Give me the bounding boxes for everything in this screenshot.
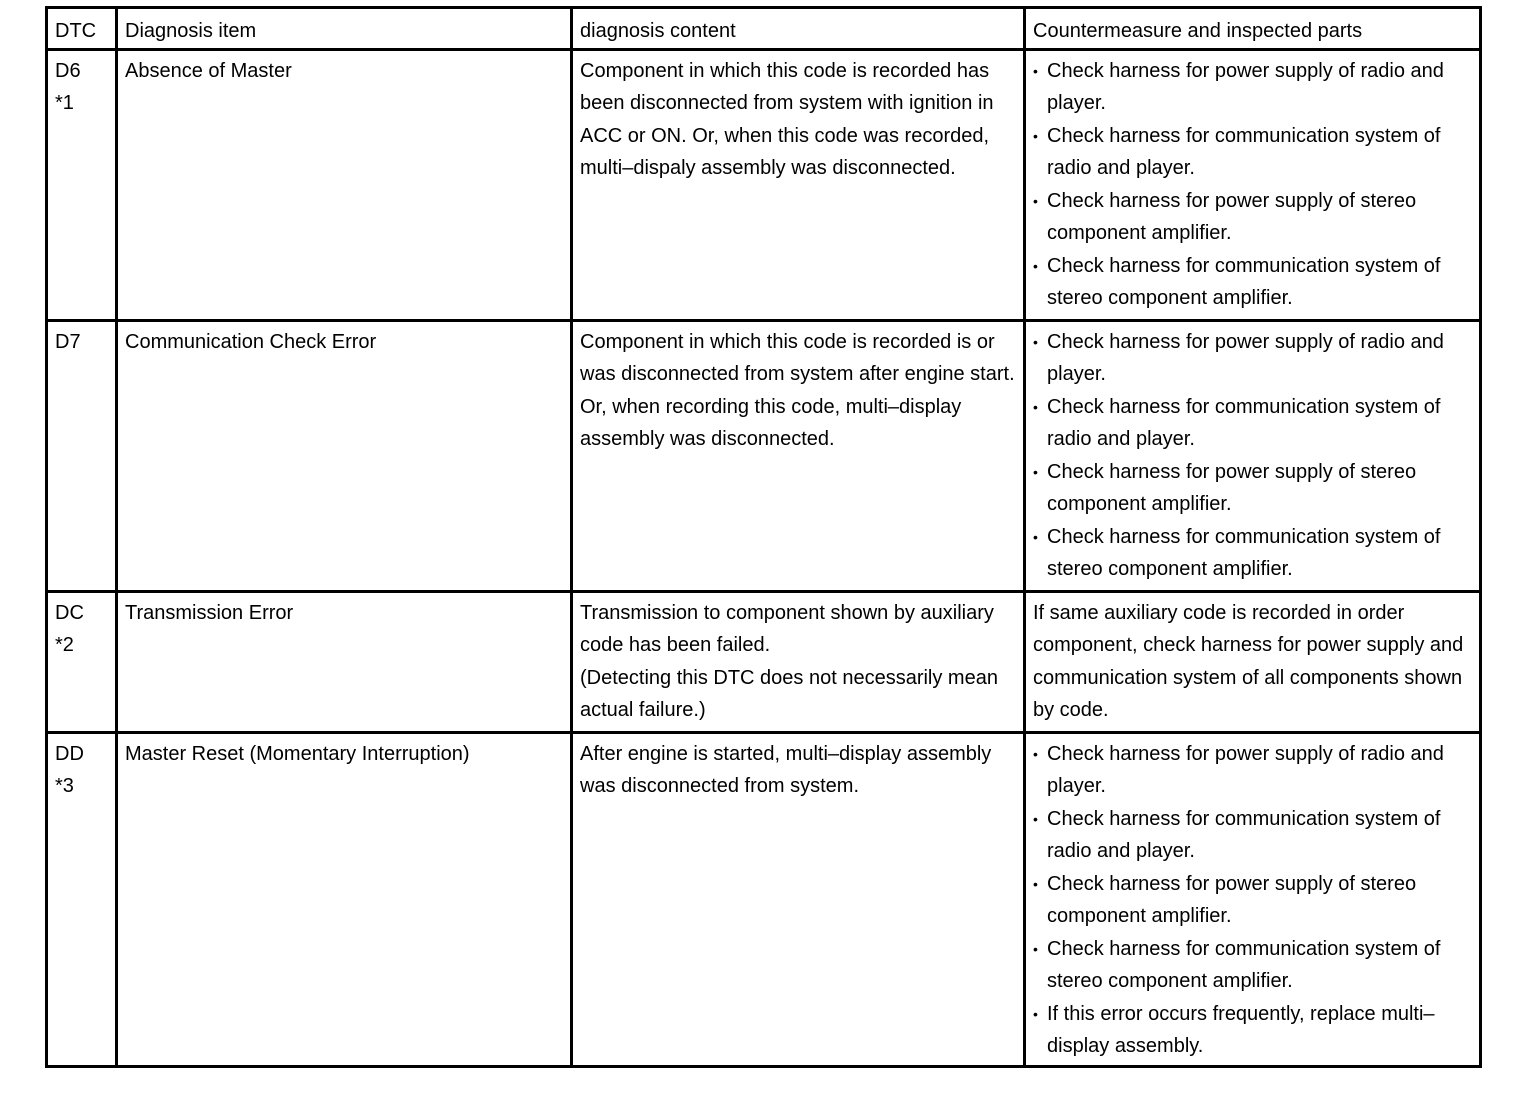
countermeasure-item: • Check harness for power supply of radio and player. bbox=[1033, 55, 1472, 120]
countermeasure-cell: If same auxiliary code is recorded in order component, check harness for power supply and communication system of all components shown by code. bbox=[1025, 591, 1481, 732]
diagnosis-item-cell: Communication Check Error bbox=[117, 320, 572, 591]
countermeasure-item: • Check harness for communication system of stereo component amplifier. bbox=[1033, 521, 1472, 586]
bullet-icon: • bbox=[1033, 528, 1038, 545]
bullet-icon: • bbox=[1033, 745, 1038, 762]
diagnosis-item-cell: Transmission Error bbox=[117, 591, 572, 732]
countermeasure-item: • If this error occurs frequently, replace multi–display assembly. bbox=[1033, 998, 1472, 1063]
bullet-icon: • bbox=[1033, 333, 1038, 350]
dtc-cell bbox=[47, 732, 117, 1066]
table-row bbox=[47, 591, 1481, 732]
table-row bbox=[47, 732, 1481, 1066]
dtc-code: D7 bbox=[55, 330, 81, 353]
header-diagnosis-item: Diagnosis item bbox=[117, 8, 572, 50]
diagnosis-content-cell: After engine is started, multi–display assembly was disconnected from system. bbox=[572, 732, 1025, 1066]
countermeasure-item: • Check harness for communication system of radio and player. bbox=[1033, 391, 1472, 456]
countermeasure-cell bbox=[1025, 320, 1481, 591]
countermeasure-item: • Check harness for communication system of stereo component amplifier. bbox=[1033, 933, 1472, 998]
diagnosis-content-cell: Component in which this code is recorded is or was disconnected from system after engine start. Or, when recording this code, multi–display assembly was disconnected. bbox=[572, 320, 1025, 591]
dtc-note: *3 bbox=[55, 775, 74, 797]
dtc-table bbox=[45, 6, 1482, 1068]
countermeasure-item: • Check harness for power supply of stereo component amplifier. bbox=[1033, 185, 1472, 250]
dtc-code: DD bbox=[55, 742, 84, 765]
countermeasure-item: • Check harness for power supply of radio and player. bbox=[1033, 326, 1472, 391]
dtc-note: *1 bbox=[55, 92, 74, 114]
dtc-note: *2 bbox=[55, 634, 74, 656]
countermeasure-cell bbox=[1025, 49, 1481, 320]
countermeasure-item: • Check harness for power supply of stereo component amplifier. bbox=[1033, 456, 1472, 521]
table-row bbox=[47, 49, 1481, 320]
countermeasure-list bbox=[1033, 55, 1472, 315]
bullet-icon: • bbox=[1033, 192, 1038, 209]
diagnosis-content-cell bbox=[572, 591, 1025, 732]
bullet-icon: • bbox=[1033, 62, 1038, 79]
countermeasure-cell bbox=[1025, 732, 1481, 1066]
header-diagnosis-content: diagnosis content bbox=[572, 8, 1025, 50]
diagnosis-content-note: (Detecting this DTC does not necessarily mean actual failure.) bbox=[580, 666, 998, 721]
dtc-cell bbox=[47, 320, 117, 591]
diagnosis-item-cell: Master Reset (Momentary Interruption) bbox=[117, 732, 572, 1066]
countermeasure-item: • Check harness for power supply of stereo component amplifier. bbox=[1033, 868, 1472, 933]
bullet-icon: • bbox=[1033, 127, 1038, 144]
diagnosis-item-cell: Absence of Master bbox=[117, 49, 572, 320]
countermeasure-item: • Check harness for communication system of radio and player. bbox=[1033, 120, 1472, 185]
dtc-code: DC bbox=[55, 601, 84, 624]
header-countermeasure: Countermeasure and inspected parts bbox=[1025, 8, 1481, 50]
header-dtc: DTC bbox=[47, 8, 117, 50]
countermeasure-list bbox=[1033, 326, 1472, 586]
bullet-icon: • bbox=[1033, 257, 1038, 274]
countermeasure-list bbox=[1033, 738, 1472, 1063]
bullet-icon: • bbox=[1033, 940, 1038, 957]
bullet-icon: • bbox=[1033, 463, 1038, 480]
header-row bbox=[47, 8, 1481, 50]
diagnosis-content-text: Transmission to component shown by auxiliary code has been failed. bbox=[580, 601, 994, 656]
diagnosis-content-cell: Component in which this code is recorded has been disconnected from system with ignition in ACC or ON. Or, when this code was recorded, multi–dispaly assembly was disconnected. bbox=[572, 49, 1025, 320]
countermeasure-item: • Check harness for communication system of radio and player. bbox=[1033, 803, 1472, 868]
bullet-icon: • bbox=[1033, 875, 1038, 892]
bullet-icon: • bbox=[1033, 1005, 1038, 1022]
countermeasure-item: • Check harness for communication system of stereo component amplifier. bbox=[1033, 250, 1472, 315]
dtc-cell bbox=[47, 591, 117, 732]
table-row bbox=[47, 320, 1481, 591]
dtc-cell bbox=[47, 49, 117, 320]
bullet-icon: • bbox=[1033, 810, 1038, 827]
bullet-icon: • bbox=[1033, 398, 1038, 415]
countermeasure-item: • Check harness for power supply of radio and player. bbox=[1033, 738, 1472, 803]
dtc-code: D6 bbox=[55, 59, 81, 82]
